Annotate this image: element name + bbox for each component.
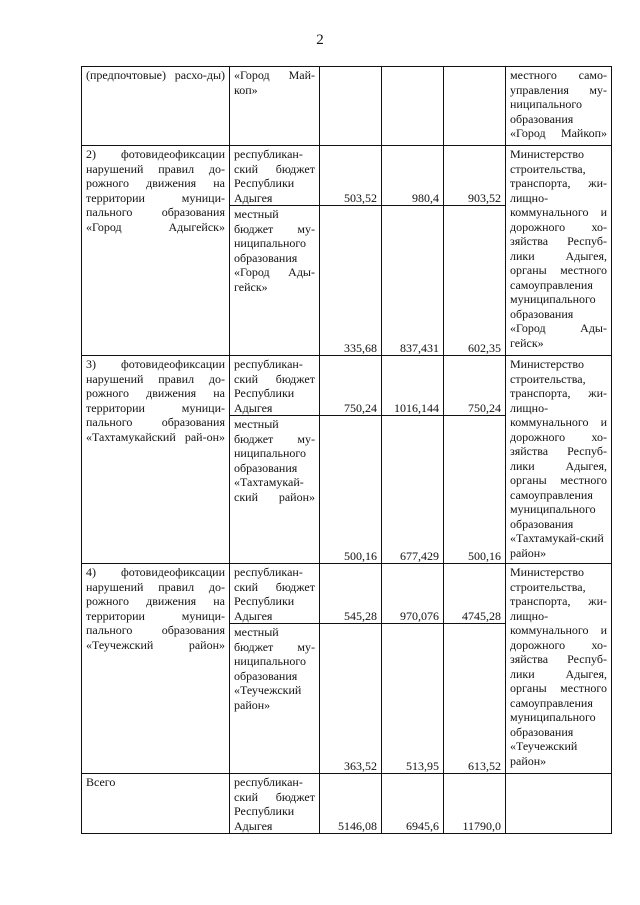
value-cell-year3: 613,52 bbox=[444, 624, 506, 774]
value-cell-year2: 1016,144 bbox=[382, 356, 444, 416]
table-row bbox=[82, 356, 612, 416]
measure-cell: Всего bbox=[82, 774, 230, 834]
value-cell-year3 bbox=[444, 67, 506, 146]
value-cell-year3: 4745,28 bbox=[444, 564, 506, 624]
value-cell-year2 bbox=[382, 67, 444, 146]
table-row bbox=[82, 564, 612, 624]
value-cell-year3: 750,24 bbox=[444, 356, 506, 416]
source-cell: республикан-ский бюджет Республики Адыгея bbox=[230, 774, 320, 834]
table-row bbox=[82, 67, 612, 146]
budget-table bbox=[81, 66, 612, 834]
measure-cell: 4) фотовидеофиксации нарушений правил до-рожного движения на территории муници-пального образования «Теучежский район» bbox=[82, 564, 230, 774]
executor-cell: Министерство строительства, транспорта, жи-лищно-коммунального и дорожного хо-зяйства Респуб-лики Адыгея, органы местного самоуправления муниципального образования «Тахтамукай-ский район» bbox=[506, 356, 612, 564]
measure-cell: 3) фотовидеофиксации нарушений правил до-рожного движения на территории муници-пального образования «Тахтамукайский рай-он» bbox=[82, 356, 230, 564]
value-cell-year3: 500,16 bbox=[444, 416, 506, 564]
value-cell-year2: 980,4 bbox=[382, 146, 444, 206]
value-cell-year2: 677,429 bbox=[382, 416, 444, 564]
value-cell-year3: 602,35 bbox=[444, 206, 506, 356]
source-cell: «Город Май-коп» bbox=[230, 67, 320, 146]
source-cell: местный бюджет му-ниципального образования «Город Ады-гейск» bbox=[230, 206, 320, 356]
value-cell-year1: 500,16 bbox=[320, 416, 382, 564]
measure-cell: 2) фотовидеофиксации нарушений правил до-рожного движения на территории муници-пального образования «Город Адыгейск» bbox=[82, 146, 230, 356]
executor-cell bbox=[506, 774, 612, 834]
value-cell-year2: 837,431 bbox=[382, 206, 444, 356]
value-cell-year1: 335,68 bbox=[320, 206, 382, 356]
table-row bbox=[82, 146, 612, 206]
page-number: 2 bbox=[316, 32, 324, 48]
value-cell-year2: 6945,6 bbox=[382, 774, 444, 834]
value-cell-year3: 903,52 bbox=[444, 146, 506, 206]
source-cell: местный бюджет му-ниципального образования «Теучежский район» bbox=[230, 624, 320, 774]
value-cell-year2: 970,076 bbox=[382, 564, 444, 624]
executor-cell: Министерство строительства, транспорта, жи-лищно-коммунального и дорожного хо-зяйства Респуб-лики Адыгея, органы местного самоуправления муниципального образования «Теучежский район» bbox=[506, 564, 612, 774]
executor-cell: местного само-управления му-ниципального образования «Город Майкоп» bbox=[506, 67, 612, 146]
value-cell-year1: 545,28 bbox=[320, 564, 382, 624]
value-cell-year1: 750,24 bbox=[320, 356, 382, 416]
measure-cell: (предпочтовые) расхо-ды) bbox=[82, 67, 230, 146]
source-cell: республикан-ский бюджет Республики Адыгея bbox=[230, 146, 320, 206]
value-cell-year1 bbox=[320, 67, 382, 146]
source-cell: республикан-ский бюджет Республики Адыгея bbox=[230, 356, 320, 416]
source-cell: республикан-ский бюджет Республики Адыгея bbox=[230, 564, 320, 624]
executor-cell: Министерство строительства, транспорта, жи-лищно-коммунального и дорожного хо-зяйства Респуб-лики Адыгея, органы местного самоуправления муниципального образования «Город Ады-гейск» bbox=[506, 146, 612, 356]
value-cell-year1: 5146,08 bbox=[320, 774, 382, 834]
source-cell: местный бюджет му-ниципального образования «Тахтамукай-ский район» bbox=[230, 416, 320, 564]
value-cell-year3: 11790,0 bbox=[444, 774, 506, 834]
value-cell-year1: 363,52 bbox=[320, 624, 382, 774]
table-row bbox=[82, 774, 612, 834]
value-cell-year1: 503,52 bbox=[320, 146, 382, 206]
value-cell-year2: 513,95 bbox=[382, 624, 444, 774]
